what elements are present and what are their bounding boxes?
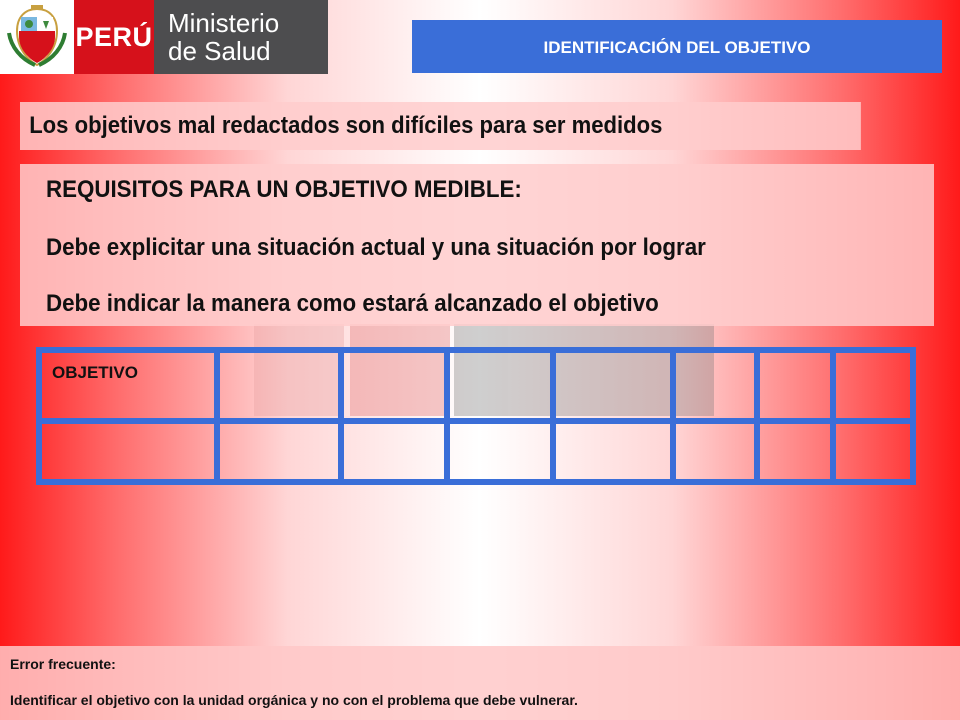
- table-cell: [553, 350, 673, 421]
- table-cell: [341, 421, 447, 482]
- requirement-item: Debe explicitar una situación actual y una situación por lograr: [46, 234, 706, 261]
- table-cell: [833, 421, 913, 482]
- requirements-box: [20, 164, 934, 326]
- ministry-name-line2: de Salud: [168, 36, 271, 66]
- table-cell: [39, 421, 217, 482]
- table-row: [39, 421, 913, 482]
- peru-wordmark: PERÚ: [74, 0, 154, 74]
- table-cell: [341, 350, 447, 421]
- table-cell: [757, 350, 833, 421]
- footer-label: Error frecuente:: [10, 656, 116, 672]
- ministry-name: [154, 0, 328, 74]
- ministry-name-line1: Ministerio: [168, 8, 280, 38]
- requirements-heading: REQUISITOS PARA UN OBJETIVO MEDIBLE:: [46, 176, 522, 203]
- table-cell: [447, 421, 553, 482]
- table-cell: [673, 421, 757, 482]
- footer-text: Identificar el objetivo con la unidad orgánica y no con el problema que debe vulnerar.: [10, 692, 578, 708]
- objective-table: [36, 347, 916, 485]
- table-cell: [833, 350, 913, 421]
- subtitle-text: Los objetivos mal redactados son difíciles para ser medidos: [29, 112, 663, 139]
- requirement-item: Debe indicar la manera como estará alcanzado el objetivo: [46, 290, 659, 317]
- table-cell: [217, 350, 341, 421]
- table-row: [39, 350, 913, 421]
- objective-label-cell: OBJETIVO: [39, 350, 217, 421]
- table-cell: [757, 421, 833, 482]
- peru-coat-of-arms-icon: [0, 0, 74, 74]
- slide-title-box: [412, 20, 942, 73]
- table-cell: [447, 350, 553, 421]
- table-cell: [673, 350, 757, 421]
- ministry-logo: [0, 0, 328, 74]
- slide-title: IDENTIFICACIÓN DEL OBJETIVO: [543, 37, 811, 57]
- table-cell: [553, 421, 673, 482]
- table-cell: [217, 421, 341, 482]
- footer-note: [0, 646, 960, 720]
- subtitle-banner: [20, 102, 861, 150]
